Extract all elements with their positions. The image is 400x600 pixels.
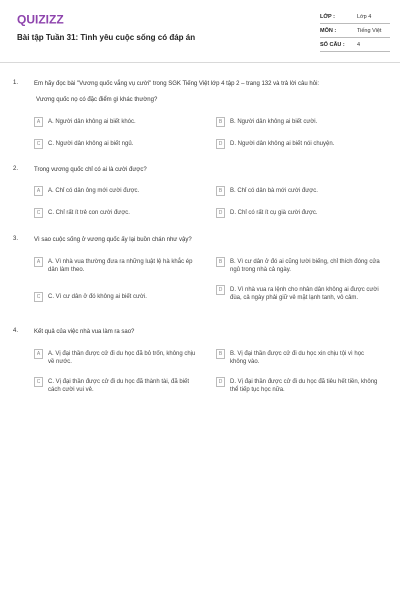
option-a[interactable] (34, 350, 198, 364)
option-text: D. Vì nhà vua ra lệnh cho nhân dân không ai được cười đùa, cả ngày phải giữ vẻ mặt lạnh tanh, vô cảm. (230, 287, 379, 301)
option-text: B. Chỉ có dân bà mới cười được. (230, 188, 318, 194)
meta-label: LỚP : (320, 14, 335, 20)
option-letter-box: B (216, 257, 225, 267)
option-d[interactable] (216, 378, 380, 392)
option-text: A. Chỉ có dân ông mới cười được. (48, 188, 140, 194)
option-text: C. Người dân không ai biết ngủ. (48, 141, 134, 147)
meta-value: Tiếng Việt (357, 28, 382, 34)
option-letter-box: A (34, 186, 43, 196)
option-c[interactable] (34, 209, 198, 223)
option-text: C. Vị đại thần được cử đi du học đã thành tài, đã biết cách cười vui vẻ. (48, 379, 190, 393)
option-text: D. Vị đại thần được cử đi du học đã tiêu hết tiền, không thể tiếp tục học nữa. (230, 379, 378, 393)
meta-value: 4 (357, 42, 361, 48)
option-letter-box: A (34, 349, 43, 359)
meta-divider (320, 37, 390, 38)
option-a[interactable] (34, 187, 198, 201)
option-letter-box: D (216, 377, 225, 387)
option-b[interactable] (216, 258, 380, 272)
option-letter-box: B (216, 117, 225, 127)
option-letter-box: C (34, 139, 43, 149)
meta-label: SỐ CÂU : (320, 42, 345, 48)
logo-text: QUIZIZZ (17, 12, 64, 26)
option-letter-box: C (34, 292, 43, 302)
question-text: Em hãy đọc bài "Vương quốc vắng vụ cười" trong SGK Tiếng Việt lớp 4 tập 2 – trang 132 và trả lời câu hỏi: (34, 81, 320, 87)
option-letter-box: C (34, 208, 43, 218)
option-c[interactable] (34, 293, 198, 307)
option-text: B. Người dân không ai biết cười. (230, 119, 318, 125)
worksheet-title: Bài tập Tuần 31: Tình yêu cuộc sống có đáp án (17, 33, 196, 42)
option-letter-box: A (34, 257, 43, 267)
option-c[interactable] (34, 140, 198, 154)
option-text: A. Người dân không ai biết khóc. (48, 119, 136, 125)
question-text: Vì sao cuộc sống ở vương quốc ấy lại buồn chán như vậy? (34, 237, 192, 243)
option-d[interactable] (216, 286, 380, 300)
option-text: D. Chỉ có rất ít cụ già cười được. (230, 210, 318, 216)
option-letter-box: D (216, 139, 225, 149)
option-letter-box: C (34, 377, 43, 387)
question-number: 1. (13, 80, 19, 86)
option-b[interactable] (216, 350, 380, 364)
meta-label: MÔN : (320, 28, 337, 34)
option-letter-box: D (216, 285, 225, 295)
question-text: Kết quả của việc nhà vua làm ra sao? (34, 329, 135, 335)
option-letter-box: B (216, 349, 225, 359)
meta-divider (320, 23, 390, 24)
option-text: B. Vì cư dân ở đó ai cũng lười biếng, chỉ thích đóng cửa ngủ trong nhà cả ngày. (230, 259, 380, 273)
meta-divider (320, 51, 390, 52)
question-text: Trong vương quốc chỉ có ai là cười được? (34, 167, 147, 173)
option-text: C. Vì cư dân ở đó không ai biết cười. (48, 294, 147, 300)
worksheet-meta (320, 14, 390, 56)
question-number: 4. (13, 328, 19, 334)
option-b[interactable] (216, 187, 380, 201)
quizizz-logo (17, 12, 77, 26)
option-text: A. Vì nhà vua thường đưa ra những luật lệ hà khắc ép dân làm theo. (48, 259, 193, 273)
meta-row-class (320, 14, 390, 28)
option-b[interactable] (216, 118, 380, 132)
header-divider (0, 62, 400, 63)
option-text: A. Vị đại thần được cử đi du học đã bỏ trốn, không chịu về nước. (48, 351, 196, 365)
option-a[interactable] (34, 258, 198, 272)
meta-value: Lớp 4 (357, 14, 372, 20)
worksheet-header (0, 0, 400, 62)
meta-row-subject (320, 28, 390, 42)
question-number: 3. (13, 236, 19, 242)
option-letter-box: B (216, 186, 225, 196)
option-text: D. Người dân không ai biết nói chuyện. (230, 141, 335, 147)
option-text: B. Vị đại thần được cử đi du học xin chịu tội vì học không vào. (230, 351, 365, 365)
option-a[interactable] (34, 118, 198, 132)
option-d[interactable] (216, 140, 380, 154)
question-number: 2. (13, 166, 19, 172)
question-subtext: Vương quốc nọ có đặc điểm gì khác thường? (36, 97, 158, 103)
option-text: C. Chỉ rất ít trẻ con cười được. (48, 210, 130, 216)
meta-row-count (320, 42, 390, 56)
option-letter-box: D (216, 208, 225, 218)
option-letter-box: A (34, 117, 43, 127)
option-d[interactable] (216, 209, 380, 223)
option-c[interactable] (34, 378, 198, 392)
